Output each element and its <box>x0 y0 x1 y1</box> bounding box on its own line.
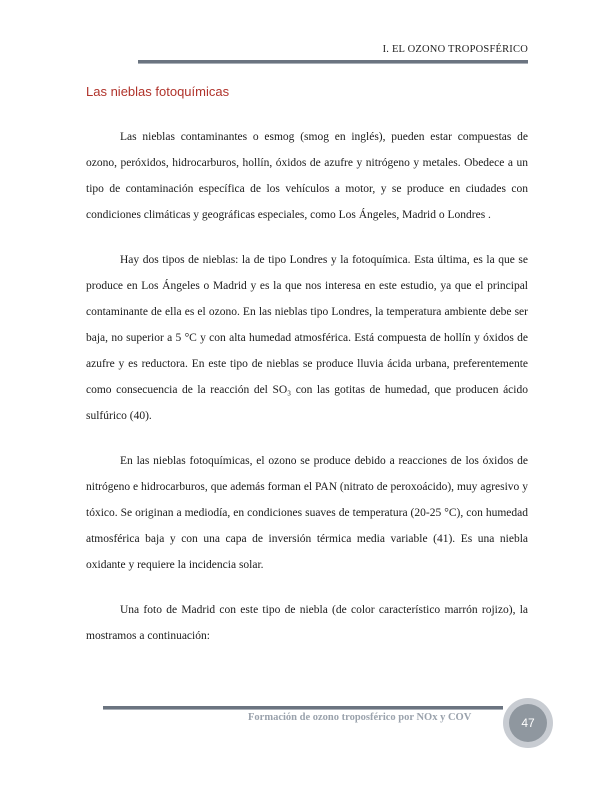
page-number-badge <box>503 698 553 748</box>
footer-title: Formación de ozono troposférico por NOx y COV <box>248 712 472 723</box>
footer-divider <box>103 706 503 710</box>
paragraph-4: Una foto de Madrid con este tipo de niebla (de color característico marrón rojizo), la mostramos a continuación: <box>86 604 528 642</box>
paragraph-3: En las nieblas fotoquímicas, el ozono se produce debido a reacciones de los óxidos de nitrógeno e hidrocarburos, que además forman el PAN (nitrato de peroxoácido), muy agresivo y tóxico. Se originan a mediodía, en condiciones suaves de temperatura (20-25 °C), con humedad atmosférica baja y con una capa de inversión térmica media variable (41). Es una niebla oxidante y requiere la incidencia solar. <box>86 455 528 571</box>
header-divider <box>138 60 528 64</box>
paragraph-1: Las nieblas contaminantes o esmog (smog en inglés), pueden estar compuestas de ozono, peróxidos, hidrocarburos, hollín, óxidos de azufre y nitrógeno y metales. Obedece a un tipo de contaminación específica de los vehículos a motor, y se produce en ciudades con condiciones climáticas y geográficas especiales, como Los Ángeles, Madrid o Londres . <box>86 131 528 221</box>
page-number: 47 <box>509 704 547 742</box>
body-text <box>86 124 528 668</box>
running-header: I. EL OZONO TROPOSFÉRICO <box>382 44 528 55</box>
paragraph-2: Hay dos tipos de nieblas: la de tipo Londres y la fotoquímica. Esta última, es la que se produce en Los Ángeles o Madrid y es la que nos interesa en este estudio, ya que el principal contaminante de ella es el ozono. En las nieblas tipo Londres, la temperatura ambiente debe ser baja, no superior a 5 °C y con alta humedad atmosférica. Está compuesta de hollín y óxidos de azufre y es reductora. En este tipo de nieblas se produce lluvia ácida urbana, preferentemente como consecuencia de la reacción del SO₃ con las gotitas de humedad, que producen ácido sulfúrico (40). <box>86 254 528 422</box>
section-title: Las nieblas fotoquímicas <box>86 84 230 99</box>
